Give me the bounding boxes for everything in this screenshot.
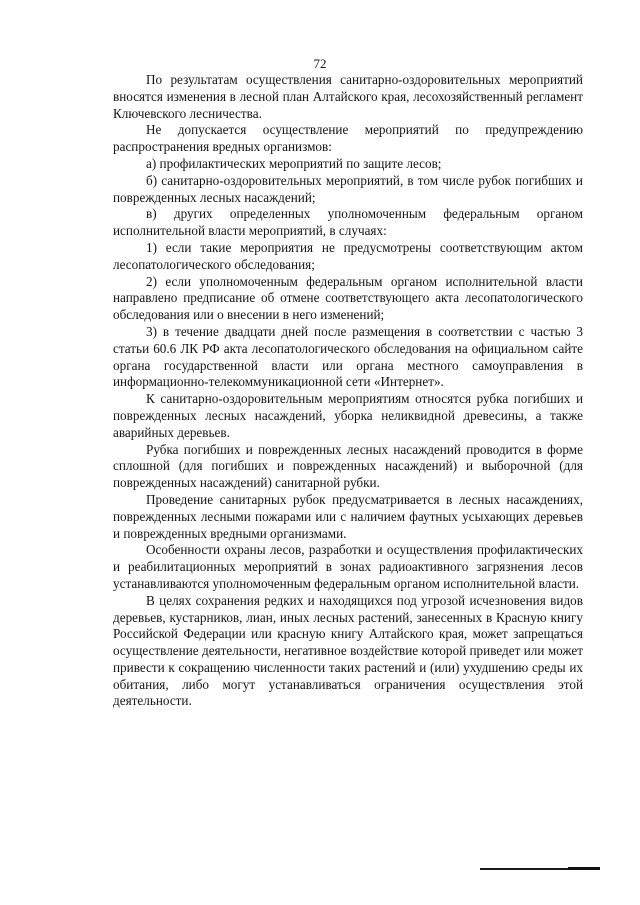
list-item-a: а) профилактических мероприятий по защите лесов; (146, 155, 442, 171)
list-item-c: в) других определенных уполномоченным федеральным органом исполнительной власти мероприятий, в случаях: (113, 206, 583, 239)
paragraph-4: Рубка погибших и поврежденных лесных насаждений проводится в форме сплошной (для погибших и поврежденных насаждений) и выборочной (для поврежденных насаждений) санитарной рубки. (113, 441, 583, 491)
paragraph-2: Не допускается осуществление мероприятий по предупреждению распространения вредных организмов: (113, 122, 583, 155)
paragraph-1: По результатам осуществления санитарно-оздоровительных мероприятий вносятся изменения в лесной план Алтайского края, лесохозяйственный регламент Ключевского лесничества. (113, 72, 583, 121)
paragraph-5: Проведение санитарных рубок предусматривается в лесных насаждениях, поврежденных лесными пожарами или с наличием фаутных усыхающих деревьев и поврежденных вредными организмами. (113, 491, 583, 541)
list-item-1: 1) если такие мероприятия не предусмотрены соответствующим актом лесопатологического обследования; (113, 239, 583, 272)
list-item-b: б) санитарно-оздоровительных мероприятий, в том числе рубок погибших и поврежденных лесных насаждений; (113, 172, 583, 205)
list-item-2: 2) если уполномоченным федеральным органом исполнительной власти направлено предписание об отмене соответствующего акта лесопатологического обследования или о внесении в него изменений; (113, 273, 583, 323)
page-number: 72 (313, 56, 327, 71)
document-body (113, 72, 583, 710)
footer-rule (480, 868, 600, 870)
paragraph-6: Особенности охраны лесов, разработки и осуществления профилактических и реабилитационных мероприятий в зонах радиоактивного загрязнения лесов устанавливаются уполномоченным федеральным органом исполнительной власти. (113, 542, 583, 591)
paragraph-3: К санитарно-оздоровительным мероприятиям относятся рубка погибших и поврежденных лесных насаждений, уборка неликвидной древесины, а также аварийных деревьев. (113, 391, 583, 440)
paragraph-7: В целях сохранения редких и находящихся под угрозой исчезновения видов деревьев, кустарников, лиан, иных лесных растений, занесенных в Красную книгу Российской Федерации или красную книгу Алтайского края, может запрещаться осуществление деятельности, негативное воздействие которой приведет или может привести к сокращению численности таких растений и (или) ухудшению среды их обитания, либо могут устанавливаться ограничения осуществления этой деятельности. (113, 592, 583, 709)
list-item-3: 3) в течение двадцати дней после размещения в соответствии с частью 3 статьи 60.6 ЛК РФ акта лесопатологического обследования на официальном сайте органа государственной власти или органа местного самоуправления в информационно-телекоммуникационной сети «Интернет». (113, 323, 583, 390)
